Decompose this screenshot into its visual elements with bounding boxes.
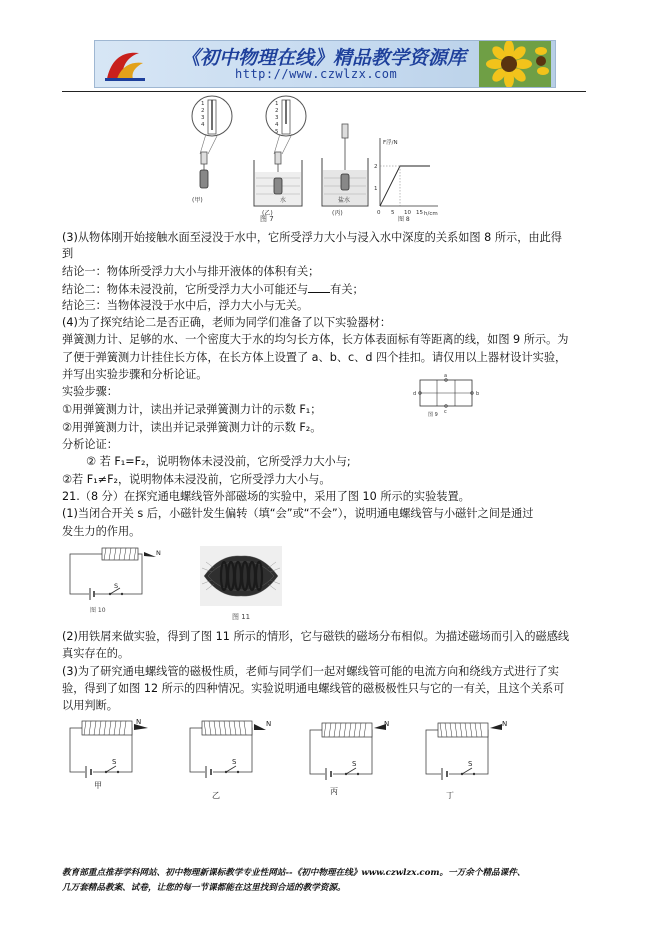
header-banner — [94, 40, 556, 88]
svg-text:S: S — [232, 758, 237, 766]
svg-text:N: N — [384, 720, 390, 728]
svg-text:S: S — [112, 758, 117, 766]
figure-11-iron-filings — [200, 546, 282, 606]
header-rule — [62, 91, 586, 92]
question-3-text: (3)从物体刚开始接触水面至浸没于水中，它所受浮力大小与浸入水中深度的关系如图 8 所示，由此得 — [62, 231, 562, 244]
svg-text:盐水: 盐水 — [338, 197, 351, 204]
svg-text:S: S — [114, 582, 119, 590]
step-1: ①用弹簧测力计，读出并记录弹簧测力计的示数 F₁； — [62, 403, 322, 416]
buoyancy-graph — [374, 138, 438, 222]
question-21-part3-cont: 验，得到了如图 12 所示的四种情况。实验说明通电螺线管的磁极极性只与它的一有关，且这个关系可 — [62, 682, 565, 695]
question-21-part1-cont: 发生力的作用。 — [62, 525, 141, 538]
question-21-part3: (3)为了研究通电螺线管的磁极性质，老师与同学们一起对螺线管可能的电流方向和绕线方式进行了实 — [62, 665, 559, 678]
figure-9-cuboid — [400, 372, 510, 418]
svg-text:3: 3 — [275, 115, 279, 121]
question-21-part2: (2)用铁屑来做实验，得到了图 11 所示的情形，它与磁铁的磁场分布相似。为描述磁场而引入的磁感线 — [62, 630, 570, 643]
svg-text:2: 2 — [201, 108, 205, 114]
footer-line-2: 几万套精品教案、试卷，让您的每一节课都能在这里找到合适的教学资源。 — [62, 883, 346, 893]
svg-text:4: 4 — [275, 122, 279, 128]
svg-text:甲: 甲 — [94, 781, 102, 790]
svg-text:5: 5 — [391, 210, 395, 216]
question-4-text: (4)为了探究结论二是否正确，老师为同学们准备了以下实验器材： — [62, 316, 392, 329]
svg-text:N: N — [136, 718, 142, 726]
svg-text:(丙): (丙) — [332, 210, 343, 217]
sunflower-icon — [479, 41, 551, 87]
figure-10-circuit — [66, 546, 170, 616]
svg-text:N: N — [502, 720, 508, 728]
iron-filings-image — [200, 546, 282, 606]
svg-text:a: a — [444, 373, 448, 379]
svg-text:图 9: 图 9 — [428, 412, 438, 418]
svg-text:1: 1 — [374, 186, 378, 192]
answer-blank[interactable] — [308, 281, 330, 293]
svg-text:S: S — [352, 760, 357, 768]
svg-text:4: 4 — [201, 122, 205, 128]
svg-text:丙: 丙 — [330, 787, 338, 796]
site-logo-icon — [101, 45, 147, 83]
svg-text:h/cm: h/cm — [424, 211, 438, 217]
figure-11-caption: 图 11 — [232, 613, 251, 621]
analysis-2: ②若 F₁≠F₂，说明物体未浸没前，它所受浮力大小与。 — [62, 473, 331, 486]
question-21-heading: 21.（8 分）在探究通电螺线管外部磁场的实验中，采用了图 10 所示的实验装置。 — [62, 490, 470, 503]
conclusion-1: 结论一：物体所受浮力大小与排开液体的体积有关； — [62, 265, 320, 278]
svg-text:2: 2 — [275, 108, 279, 114]
svg-text:F浮/N: F浮/N — [383, 140, 398, 146]
banner-url[interactable]: http://www.czwlzx.com — [235, 67, 398, 81]
circuit-jia — [70, 718, 148, 790]
conclusion-3: 结论三：当物体浸没于水中后，浮力大小与无关。 — [62, 299, 309, 312]
equipment-text-2: 了便于弹簧测力计挂住长方体，在长方体上设置了 a、b、c、d 四个挂扣。请仅用以上器材设计实验， — [62, 351, 567, 364]
svg-text:N: N — [156, 549, 161, 557]
circuit-ding — [426, 720, 507, 800]
analysis-heading: 分析论证： — [62, 438, 118, 451]
question-21-part1: (1)当闭合开关 s 后，小磁针发生偏转（填“会”或“不会”），说明通电螺线管与小磁针之间是通过 — [62, 507, 534, 520]
svg-text:丁: 丁 — [446, 791, 454, 800]
svg-text:S: S — [468, 760, 473, 768]
svg-text:图 8: 图 8 — [398, 216, 410, 222]
equipment-text-3: 并写出实验步骤和分析论证。 — [62, 368, 208, 381]
svg-text:乙: 乙 — [212, 791, 220, 800]
svg-text:10: 10 — [404, 210, 411, 216]
svg-text:1: 1 — [201, 101, 205, 107]
svg-text:(乙): (乙) — [262, 210, 273, 217]
spring-balance-yi — [254, 96, 306, 217]
spring-balance-jia — [192, 96, 232, 204]
svg-text:b: b — [476, 391, 480, 397]
question-21-part2-cont: 真实存在的。 — [62, 647, 130, 660]
svg-text:N: N — [266, 720, 272, 728]
svg-text:图 10: 图 10 — [90, 607, 106, 614]
svg-text:水: 水 — [280, 197, 287, 204]
analysis-1: ② 若 F₁=F₂，说明物体未浸没前，它所受浮力大小与; — [86, 455, 351, 468]
circuit-bing — [310, 720, 389, 796]
banner-title: 《初中物理在线》精品教学资源库 — [181, 47, 467, 69]
svg-text:d: d — [413, 391, 417, 397]
figure-12-circuits — [66, 718, 536, 802]
figure-7-8 — [186, 94, 440, 222]
svg-text:5: 5 — [275, 129, 279, 135]
footer-line-1: 教育部重点推荐学科网站、初中物理新课标教学专业性网站--《初中物理在线》www.czwlzx.com。一万余个精品课件、 — [62, 868, 526, 878]
svg-text:(甲): (甲) — [192, 197, 203, 204]
svg-text:0: 0 — [377, 210, 381, 216]
conclusion-2: 结论二：物体未浸没前，它所受浮力大小可能还与 有关； — [62, 283, 364, 296]
svg-text:2: 2 — [374, 164, 378, 170]
svg-text:1: 1 — [275, 101, 279, 107]
step-2: ②用弹簧测力计，读出并记录弹簧测力计的示数 F₂。 — [62, 421, 322, 434]
equipment-text: 弹簧测力计、足够的水、一个密度大于水的均匀长方体，长方体表面标有等距离的线，如图 9 所示。为 — [62, 333, 569, 346]
question-21-part3-cont2: 以用判断。 — [62, 699, 118, 712]
svg-text:15: 15 — [416, 210, 423, 216]
steps-heading: 实验步骤： — [62, 385, 118, 398]
svg-text:图 7: 图 7 — [260, 215, 274, 222]
question-3-text-cont: 到 — [62, 247, 74, 260]
svg-text:3: 3 — [201, 115, 205, 121]
svg-text:c: c — [444, 409, 447, 415]
spring-balance-bing — [322, 124, 368, 217]
circuit-yi — [190, 720, 271, 800]
